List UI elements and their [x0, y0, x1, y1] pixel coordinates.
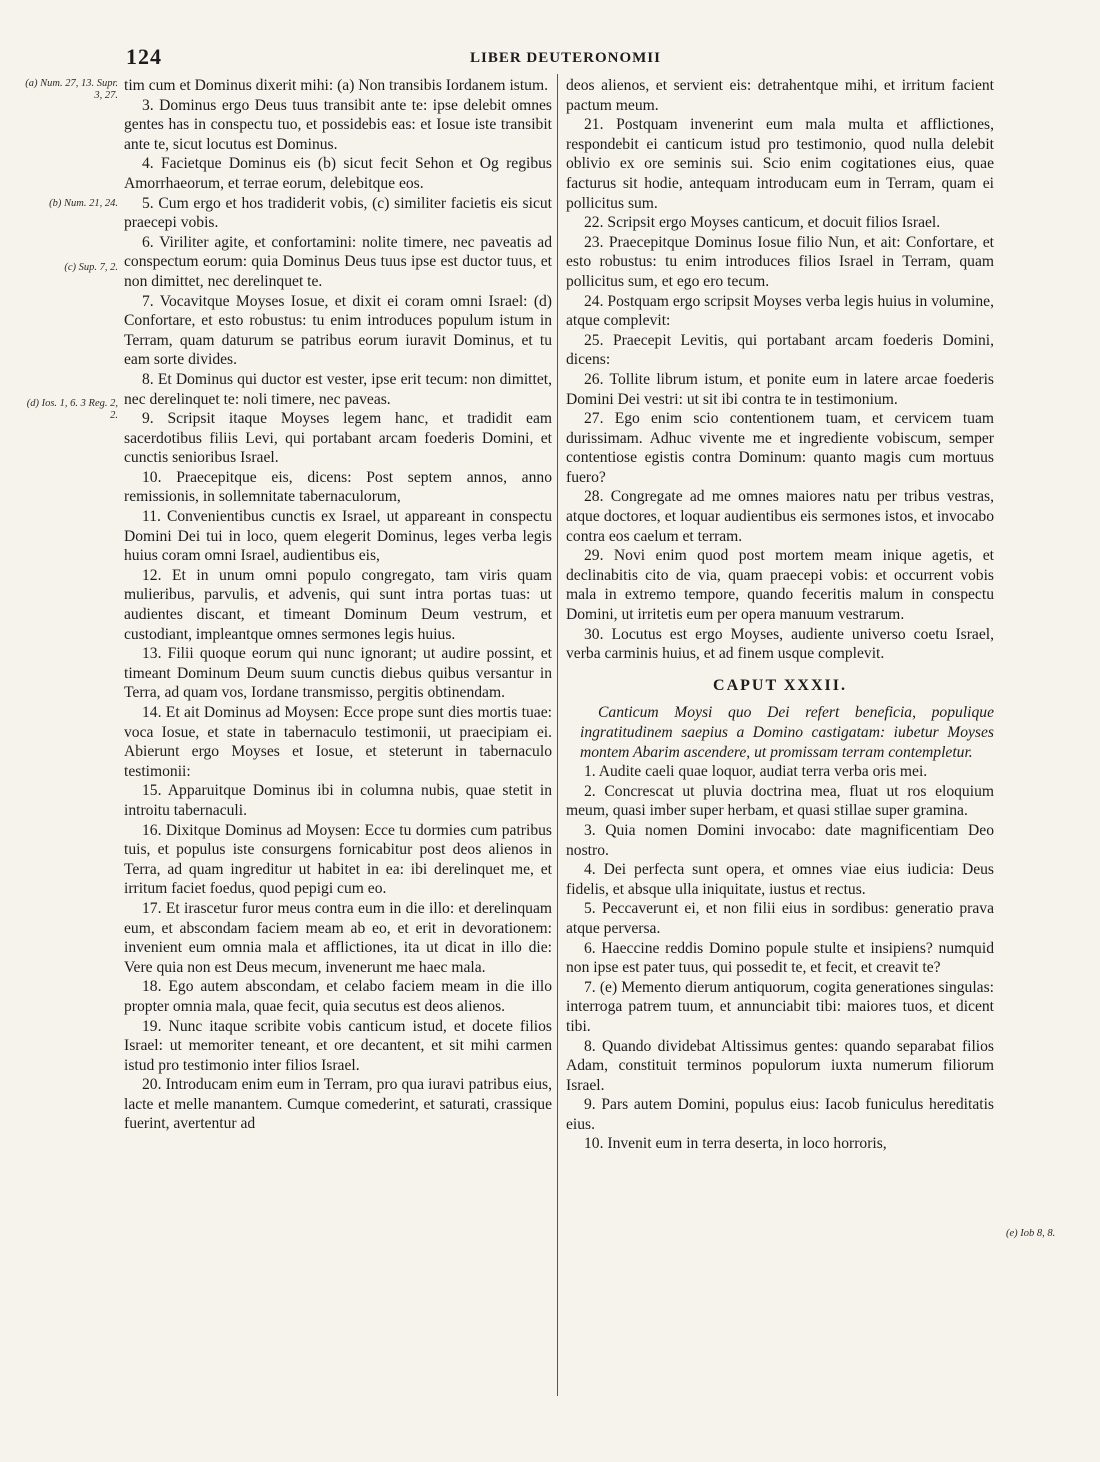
- margin-note-c: (c) Sup. 7, 2.: [64, 262, 118, 273]
- verse-paragraph: 13. Filii quoque eorum qui nunc ignorant; ut audire possint, et timeant Dominum Deum suum cunctis diebus quibus versantur in Terra, ad quam vos, Iordane transmisso, pergitis obtinendam.: [124, 645, 552, 702]
- verse-paragraph: 9. Scripsit itaque Moyses legem hanc, et tradidit eam sacerdotibus filiis Levi, qui portabant arcam foederis Domini, et cunctis senioribus Israel.: [124, 410, 552, 467]
- verse-paragraph: 27. Ego enim scio contentionem tuam, et cervicem tuam durissimam. Adhuc vivente me et ingrediente vobiscum, semper contentiose egistis contra Dominum: quanto magis cum mortuus fuero?: [566, 410, 994, 486]
- chapter-title: CAPUT XXXII.: [713, 676, 847, 694]
- verse-paragraph: 19. Nunc itaque scribite vobis canticum istud, et docete filios Israel: ut memoriter teneant, et ore decantent, et sit mihi carmen istud pro testimonio inter filios Israel.: [124, 1017, 552, 1074]
- verse-paragraph: 28. Congregate ad me omnes maiores natu per tribus vestras, atque doctores, et loquar audientibus eis sermones istos, et invocabo contra eos caelum et terram.: [566, 488, 994, 545]
- verse-paragraph: 15. Apparuitque Dominus ibi in columna nubis, quae stetit in introitu tabernaculi.: [124, 782, 552, 819]
- verse-paragraph: 26. Tollite librum istum, et ponite eum in latere arcae foederis Domini Dei vestri: ut sit ibi contra te in testimonium.: [566, 370, 994, 408]
- verse-paragraph: 20. Introducam enim eum in Terram, pro qua iuravi patribus eius, lacte et melle manantem. Cumque comederint, et saturati, crassique fuerint, avertentur ad: [124, 1076, 552, 1133]
- verse-paragraph: 8. Et Dominus qui ductor est vester, ipse erit tecum: non dimittet, nec derelinquet te: noli timere, nec paveas.: [124, 370, 552, 408]
- verse-paragraph: 14. Et ait Dominus ad Moysen: Ecce prope sunt dies mortis tuae: voca Iosue, et state in tabernaculo testimonii, ut praecipiam ei. Abierunt ergo Moyses et Iosue, et steterunt in tabernaculo testimonii:: [124, 704, 552, 780]
- verse-paragraph: 16. Dixitque Dominus ad Moysen: Ecce tu dormies cum patribus tuis, et populus iste consurgens fornicabitur post deos alienos in Terra, ad quam ingreditur ut habitet in ea: ibi derelinquet me, et irritum faciet foedus, quod pepigi cum eo.: [124, 821, 552, 898]
- verse-paragraph: 8. Quando dividebat Altissimus gentes: quando separabat filios Adam, constituit terminos populorum iuxta numerum filiorum Israel.: [566, 1037, 994, 1094]
- verse-paragraph: 3. Quia nomen Domini invocabo: date magnificentiam Deo nostro.: [566, 821, 994, 859]
- verse-paragraph: 6. Viriliter agite, et confortamini: nolite timere, nec paveatis ad conspectum eorum: quia Dominus Deus tuus ipse est ductor tuus, et non dimittet, nec derelinquet te.: [124, 233, 552, 290]
- verse-paragraph: tim cum et Dominus dixerit mihi: (a) Non transibis Iordanem istum.: [124, 77, 549, 94]
- verse-paragraph: 21. Postquam invenerint eum mala multa et afflictiones, respondebit ei canticum istud pro testimonio, quod nulla delebit oblivio ex ore seminis sui. Scio enim cogitationes eius, quae facturus sit hodie, antequam introducam eum in Terram, quam ei pollicitus sum.: [566, 116, 994, 212]
- verse-paragraph: 30. Locutus est ergo Moyses, audiente universo coetu Israel, verba carminis huius, et ad finem usque complevit.: [566, 625, 994, 663]
- margin-note-b: (b) Num. 21, 24.: [49, 198, 118, 209]
- verse-paragraph: 10. Praecepitque eis, dicens: Post septem annos, anno remissionis, in sollemnitate tabernaculorum,: [124, 468, 552, 506]
- right-column: [566, 76, 994, 1154]
- page-header: [0, 44, 1100, 74]
- verse-paragraph: 1. Audite caeli quae loquor, audiat terra verba oris mei.: [584, 763, 928, 781]
- margin-note-e: (e) Iob 8, 8.: [1006, 1228, 1056, 1239]
- verse-paragraph: 5. Cum ergo et hos tradiderit vobis, (c) similiter facietis eis sicut praecepi vobis.: [124, 194, 552, 232]
- verse-paragraph: 10. Invenit eum in terra deserta, in loco horroris,: [584, 1135, 887, 1153]
- verse-paragraph: 23. Praecepitque Dominus Iosue filio Nun, et ait: Confortare, et esto robustus: tu enim introduces filios Israel in Terram, quam pollicitus sum, et ego ero tecum.: [566, 233, 994, 290]
- verse-paragraph: 4. Dei perfecta sunt opera, et omnes viae eius iudicia: Deus fidelis, et absque ulla iniquitate, iustus et rectus.: [566, 861, 994, 898]
- page-number: 124: [126, 44, 162, 69]
- verse-paragraph: 4. Facietque Dominus eis (b) sicut fecit Sehon et Og regibus Amorrhaeorum, et terrae eorum, delebitque eos.: [124, 155, 552, 192]
- verse-paragraph: 7. Vocavitque Moyses Iosue, et dixit ei coram omni Israel: (d) Confortare, et esto robustus: tu enim introduces populum istum in Terram, quam daturum se patribus eorum iuravit Dominus, et tu eam sorte divides.: [124, 292, 552, 369]
- running-title: LIBER DEUTERONOMII: [470, 50, 661, 66]
- verse-paragraph: 18. Ego autem abscondam, et celabo faciem meam in die illo propter omnia mala, quae fecit, quia secutus est deos alienos.: [124, 978, 552, 1015]
- margin-note-a: (a) Num. 27, 13. Supr. 3, 27.: [25, 78, 118, 101]
- verse-paragraph: 6. Haeccine reddis Domino popule stulte et insipiens? numquid non ipse est pater tuus, qui possedit te, et fecit, et creavit te?: [566, 939, 994, 977]
- margin-note-d: (d) Ios. 1, 6. 3 Reg. 2, 2.: [26, 398, 118, 421]
- verse-paragraph: 9. Pars autem Domini, populus eius: Iacob funiculus hereditatis eius.: [566, 1096, 994, 1133]
- verse-paragraph: 17. Et irascetur furor meus contra eum in die illo: et derelinquam eum, et abscondam faciem meam ab eo, et erit in devorationem: invenient eum omnia mala et afflictiones, ita ut dicat in illo die: Vere quia non est Deus mecum, invenerunt me haec mala.: [124, 899, 552, 976]
- verse-paragraph: 2. Concrescat ut pluvia doctrina mea, fluat ut ros eloquium meum, quasi imber super herbam, et quasi stillae super gramina.: [566, 782, 994, 820]
- chapter-summary: Canticum Moysi quo Dei refert beneficia, populique ingratitudinem saepius a Domino castigatam: iubetur Moyses montem Abarim ascendere, ut promissam terram contempletur.: [580, 704, 994, 761]
- verse-paragraph: 24. Postquam ergo scripsit Moyses verba legis huius in volumine, atque complevit:: [566, 292, 994, 330]
- verse-paragraph: 22. Scripsit ergo Moyses canticum, et docuit filios Israel.: [584, 214, 941, 232]
- verse-paragraph: 25. Praecepit Levitis, qui portabant arcam foederis Domini, dicens:: [566, 331, 994, 369]
- left-column: [124, 76, 552, 1134]
- verse-paragraph: 29. Novi enim quod post mortem meam inique agetis, et declinabitis cito de via, quam praecepi vobis: et occurrent vobis mala in extremo tempore, quando feceritis malum in conspectu Domini, ut irritetis eum per opera manuum vestrarum.: [566, 547, 994, 624]
- verse-paragraph: 5. Peccaverunt ei, et non filii eius in sordibus: generatio prava atque perversa.: [566, 900, 994, 937]
- verse-paragraph: 11. Convenientibus cunctis ex Israel, ut appareant in conspectu Domini Dei tui in loco, quem elegerit Dominus, leges verba legis huius coram omni Israel, audientibus eis,: [124, 508, 552, 565]
- verse-paragraph: deos alienos, et servient eis: detrahentque mihi, et irritum facient pactum meum.: [566, 77, 994, 114]
- verse-paragraph: 7. (e) Memento dierum antiquorum, cogita generationes singulas: interroga patrem tuum, et annunciabit tibi: maiores tuos, et dicent tibi.: [566, 978, 994, 1035]
- column-divider: [557, 74, 558, 1396]
- verse-paragraph: 12. Et in unum omni populo congregato, tam viris quam mulieribus, parvulis, et advenis, qui sunt intra portas tuas: ut audientes discant, et timeant Dominum Deum vestrum, et custodiant, impleantque omnes sermones legis huius.: [124, 566, 552, 643]
- verse-paragraph: 3. Dominus ergo Deus tuus transibit ante te: ipse delebit omnes gentes has in conspectu tuo, et possidebis eas: et Iosue iste transibit ante te, sicut locutus est Dominus.: [124, 96, 552, 153]
